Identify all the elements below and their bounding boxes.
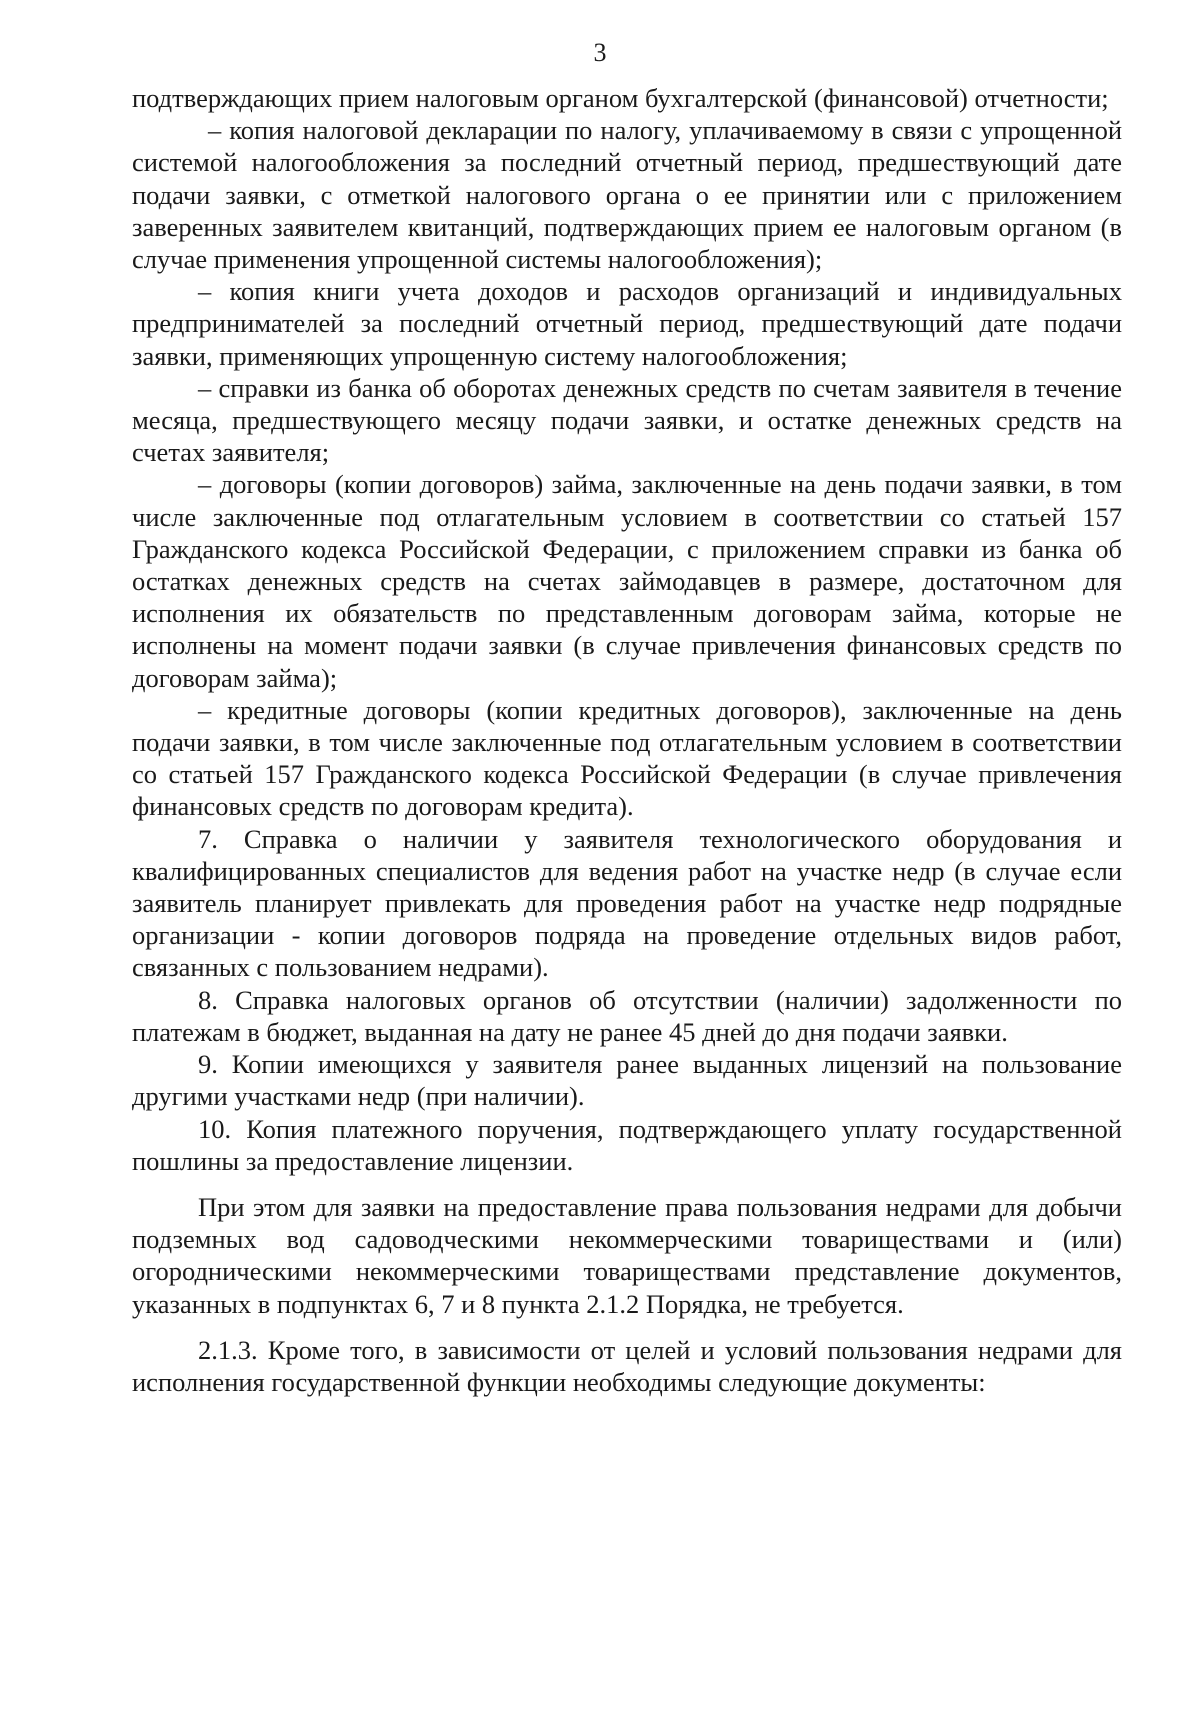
page-number: 3 <box>593 38 607 67</box>
paragraph-loan-agreements: – договоры (копии договоров) займа, заключенные на день подачи заявки, в том числе заключенные под отлагательным условием в соответствии со статьей 157 Гражданского кодекса Российской Федерации, с приложением справки из банка об остатках денежных средств на счетах займодавцев в размере, достаточном для исполнения их обязательств по представленным договорам займа, которые не исполнены на момент подачи заявки (в случае привлечения финансовых средств по договорам займа); <box>132 469 1122 693</box>
paragraph-tax-report-continuation: подтверждающих прием налоговым органом бухгалтерской (финансовой) отчетности; <box>132 83 1109 113</box>
paragraph-bank-statements: – справки из банка об оборотах денежных средств по счетам заявителя в течение месяца, предшествующего месяцу подачи заявки, и остатке денежных средств на счетах заявителя; <box>132 372 1122 468</box>
paragraph-item-7: 7. Справка о наличии у заявителя технологического оборудования и квалифицированных специалистов для ведения работ на участке недр (в случае если заявитель планирует привлекать для проведения работ на участке недр подрядные организации - копии договоров подряда на проведение отдельных видов работ, связанных с пользованием недрами). <box>132 823 1122 983</box>
paragraph-income-expense-book: – копия книги учета доходов и расходов организаций и индивидуальных предпринимателей за последний отчетный период, предшествующий дате подачи заявки, применяющих упрощенную систему налогообложения; <box>132 276 1122 371</box>
paragraph-exemption-note: При этом для заявки на предоставление права пользования недрами для добычи подземных вод садоводческими некоммерческими товариществами и (или) огородническими некоммерческими товариществами представление документов, указанных в подпунктах 6, 7 и 8 пункта 2.1.2 Порядка, не требуется. <box>132 1191 1122 1319</box>
paragraph-credit-agreements: – кредитные договоры (копии кредитных договоров), заключенные на день подачи заявки, в том числе заключенные под отлагательным условием в соответствии со статьей 157 Гражданского кодекса Российской Федерации (в случае привлечения финансовых средств по договорам кредита). <box>132 694 1122 822</box>
paragraph-simplified-tax-declaration: – копия налоговой декларации по налогу, уплачиваемому в связи с упрощенной системой налогообложения за последний отчетный период, предшествующий дате подачи заявки, с отметкой налогового органа о ее принятии или с приложением заверенных заявителем квитанций, подтверждающих прием ее налоговым органом (в случае применения упрощенной системы налогообложения); <box>132 115 1122 275</box>
paragraph-section-2-1-3: 2.1.3. Кроме того, в зависимости от целей и условий пользования недрами для исполнения государственной функции необходимы следующие документы: <box>132 1334 1122 1397</box>
paragraph-item-10: 10. Копия платежного поручения, подтверждающего уплату государственной пошлины за предоставление лицензии. <box>132 1113 1122 1176</box>
paragraph-item-8: 8. Справка налоговых органов об отсутствии (наличии) задолженности по платежам в бюджет, выданная на дату не ранее 45 дней до дня подачи заявки. <box>132 984 1122 1047</box>
document-body <box>132 82 1122 1398</box>
paragraph-item-9: 9. Копии имеющихся у заявителя ранее выданных лицензий на пользование другими участками недр (при наличии). <box>132 1049 1122 1112</box>
